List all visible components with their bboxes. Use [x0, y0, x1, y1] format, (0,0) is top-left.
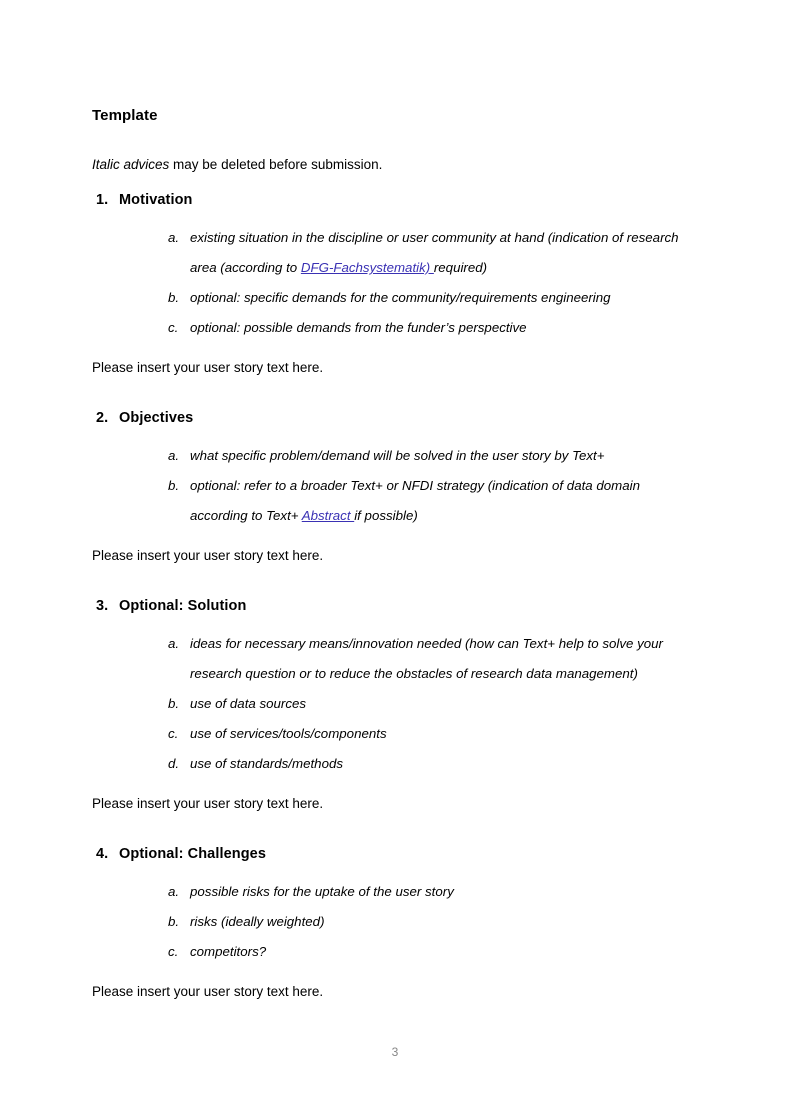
spacer	[0, 531, 790, 546]
list-item-text: ideas for necessary means/innovation needed (how can Text+ help to solve your research question or to reduce the obstacles of research data management)	[190, 636, 663, 681]
italic-advice-note	[92, 155, 382, 174]
italic-advice-rest: may be deleted before submission.	[169, 156, 383, 172]
list-item-text: use of standards/methods	[190, 756, 344, 771]
list-item	[0, 313, 790, 343]
section-heading	[0, 844, 790, 864]
list-item	[0, 719, 790, 749]
section-number: 1.	[96, 192, 109, 208]
list-item-marker: c.	[168, 320, 179, 335]
list-item	[0, 629, 790, 689]
italic-advice-emphasis: Italic advices	[92, 156, 170, 172]
section-sub-list	[0, 441, 790, 531]
list-item-marker: d.	[168, 756, 180, 771]
section-heading-label: Objectives	[119, 410, 194, 426]
spacer	[0, 779, 790, 794]
section-heading	[0, 190, 790, 210]
section-heading	[0, 408, 790, 428]
list-item-marker: b.	[168, 290, 180, 305]
spacer	[0, 377, 790, 408]
insert-user-story-prompt: Please insert your user story text here.	[92, 360, 324, 375]
section-number: 4.	[96, 846, 109, 862]
spacer	[0, 967, 790, 982]
insert-user-story-prompt: Please insert your user story text here.	[92, 796, 324, 811]
list-item-marker: a.	[168, 230, 180, 245]
list-item-text-before-link: existing situation in the discipline or user community at hand (indication of research area (according to	[190, 230, 679, 275]
section-sub-list	[0, 877, 790, 967]
page-number: 3	[391, 1045, 399, 1059]
section-heading	[0, 596, 790, 616]
section-optional-solution	[0, 596, 790, 844]
list-item-text: optional: specific demands for the community/requirements engineering	[190, 290, 611, 305]
list-item	[0, 471, 790, 531]
section-heading-label: Motivation	[119, 192, 193, 208]
list-item	[0, 907, 790, 937]
list-item	[0, 223, 790, 283]
list-item-marker: a.	[168, 448, 180, 463]
list-item-text: possible risks for the uptake of the user story	[190, 884, 454, 899]
list-item	[0, 877, 790, 907]
spacer	[0, 565, 790, 596]
section-optional-challenges	[0, 844, 790, 1001]
list-item	[0, 689, 790, 719]
list-item-text: risks (ideally weighted)	[190, 914, 325, 929]
list-item-marker: b.	[168, 696, 180, 711]
list-item	[0, 749, 790, 779]
section-number: 3.	[96, 598, 109, 614]
list-item-text: use of data sources	[190, 696, 307, 711]
section-heading-label: Optional: Challenges	[119, 846, 267, 862]
list-item	[0, 441, 790, 471]
dfg-fachsystematik-link[interactable]: DFG-Fachsystematik)	[300, 260, 434, 275]
list-item-marker: a.	[168, 636, 180, 651]
list-item-marker: b.	[168, 914, 180, 929]
list-item-text: optional: possible demands from the funder’s perspective	[190, 320, 527, 335]
abstract-link[interactable]: Abstract	[301, 508, 355, 523]
list-item-text-after-link: required)	[433, 260, 488, 275]
spacer	[0, 813, 790, 844]
section-motivation	[0, 190, 790, 408]
list-item-text: what specific problem/demand will be solved in the user story by Text+	[190, 448, 605, 463]
insert-user-story-prompt: Please insert your user story text here.	[92, 984, 324, 999]
list-item-marker: c.	[168, 944, 179, 959]
list-item-marker: b.	[168, 478, 180, 493]
section-sub-list	[0, 629, 790, 779]
spacer	[0, 343, 790, 358]
document-body	[0, 190, 790, 1001]
list-item	[0, 937, 790, 967]
section-heading-label: Optional: Solution	[119, 598, 247, 614]
list-item-text: competitors?	[190, 944, 267, 959]
insert-user-story-prompt: Please insert your user story text here.	[92, 548, 324, 563]
section-objectives	[0, 408, 790, 596]
list-item	[0, 283, 790, 313]
section-sub-list	[0, 223, 790, 343]
list-item-text-after-link: if possible)	[354, 508, 418, 523]
list-item-text-before-link: optional: refer to a broader Text+ or NFDI strategy (indication of data domain according to Text+	[190, 478, 640, 523]
list-item-text: use of services/tools/components	[190, 726, 387, 741]
list-item-marker: a.	[168, 884, 180, 899]
list-item-marker: c.	[168, 726, 179, 741]
section-number: 2.	[96, 410, 109, 426]
page-title: Template	[92, 107, 158, 125]
